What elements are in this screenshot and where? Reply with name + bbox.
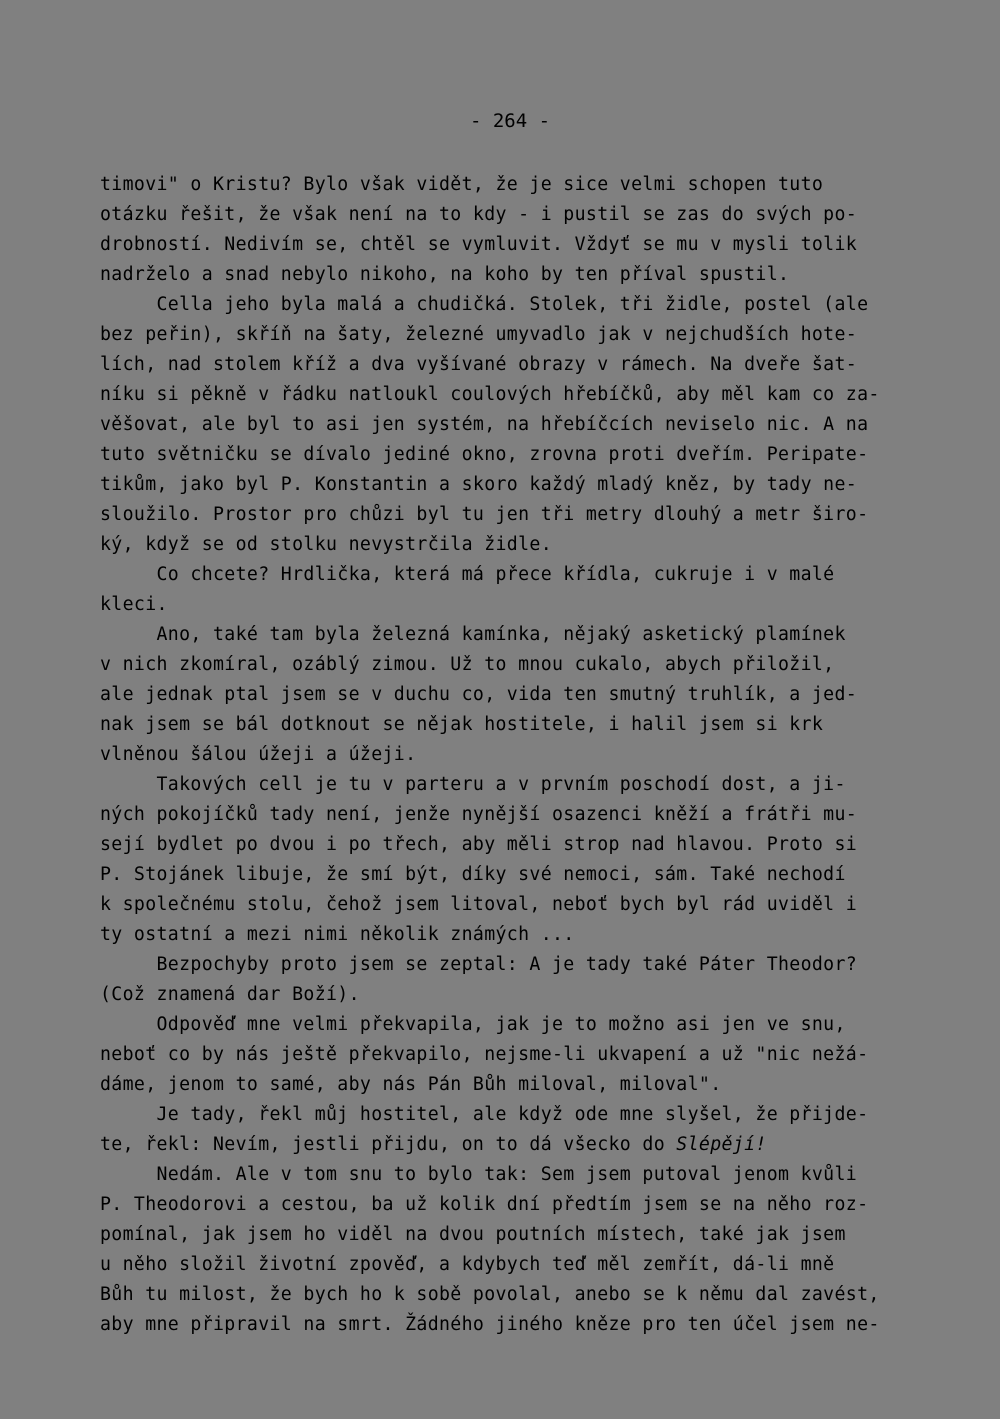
text-line: tikům, jako byl P. Konstantin a skoro každý mladý kněz, by tady ne-	[100, 474, 858, 495]
text-line: neboť co by nás ještě překvapilo, nejsme-li ukvapení a už "nic nežá-	[100, 1044, 869, 1065]
body-text	[100, 170, 930, 1340]
text-line: sloužilo. Prostor pro chůzi byl tu jen tři metry dlouhý a metr širo-	[100, 504, 869, 525]
text-line: timovi" o Kristu? Bylo však vidět, že je sice velmi schopen tuto	[100, 174, 824, 195]
text-line: Bůh tu milost, že bych ho k sobě povolal, anebo se k němu dal zavést,	[100, 1284, 880, 1305]
text-line: u něho složil životní zpověď, a kdybych teď měl zemřít, dá-li mně	[100, 1254, 835, 1275]
text-line: věšovat, ale byl to asi jen systém, na hřebíčcích neviselo nic. A na	[100, 414, 869, 435]
page-number: - 264 -	[469, 110, 551, 132]
text-line: v nich zkomíral, ozáblý zimou. Už to mnou cukalo, abych přiložil,	[100, 654, 835, 675]
text-line: ty ostatní a mezi nimi několik známých ...	[100, 924, 575, 945]
text-line: sejí bydlet po dvou i po třech, aby měli strop nad hlavou. Proto si	[100, 834, 858, 855]
text-line: Takových cell je tu v parteru a v prvním poschodí dost, a ji-	[100, 774, 846, 795]
text-line: dáme, jenom to samé, aby nás Pán Bůh miloval, miloval".	[100, 1074, 722, 1095]
italic-word: Slépějí!	[676, 1134, 767, 1155]
text-line: P. Stojánek libuje, že smí být, díky své nemoci, sám. Také nechodí	[100, 864, 846, 885]
text-line: Odpověď mne velmi překvapila, jak je to možno asi jen ve snu,	[100, 1014, 846, 1035]
text-line: (Což znamená dar Boží).	[100, 984, 360, 1005]
text-line: k společnému stolu, čehož jsem litoval, neboť bych byl rád uviděl i	[100, 894, 858, 915]
text-line: bez peřin), skříň na šaty, železné umyvadlo jak v nejchudších hote-	[100, 324, 858, 345]
text-line: lích, nad stolem kříž a dva vyšívané obrazy v rámech. Na dveře šat-	[100, 354, 858, 375]
text-line: nadrželo a snad nebylo nikoho, na koho by ten příval spustil.	[100, 264, 790, 285]
text-line: aby mne připravil na smrt. Žádného jiného kněze pro ten účel jsem ne-	[100, 1314, 880, 1335]
text-line: nak jsem se bál dotknout se nějak hostitele, i halil jsem si krk	[100, 714, 824, 735]
text-line: Ano, také tam byla železná kamínka, nějaký asketický plamínek	[100, 624, 846, 645]
text-line: P. Theodorovi a cestou, ba už kolik dní předtím jsem se na něho roz-	[100, 1194, 869, 1215]
text-line: níku si pěkně v řádku natloukl coulových hřebíčků, aby měl kam co za-	[100, 384, 880, 405]
text-line: pomínal, jak jsem ho viděl na dvou poutních místech, také jak jsem	[100, 1224, 846, 1245]
text-line: Co chcete? Hrdlička, která má přece křídla, cukruje i v malé	[100, 564, 835, 585]
text-segment: te, řekl: Nevím, jestli přijdu, on to dá všecko do	[100, 1134, 677, 1155]
text-line: ných pokojíčků tady není, jenže nynější osazenci kněží a frátři mu-	[100, 804, 858, 825]
text-line: vlněnou šálou úžeji a úžeji.	[100, 744, 417, 765]
text-line: Bezpochyby proto jsem se zeptal: A je tady také Páter Theodor?	[100, 954, 858, 975]
text-line: Cella jeho byla malá a chudičká. Stolek, tři židle, postel (ale	[100, 294, 869, 315]
text-line: drobností. Nedivím se, chtěl se vymluvit. Vždyť se mu v mysli tolik	[100, 234, 858, 255]
text-line: otázku řešit, že však není na to kdy - i pustil se zas do svých po-	[100, 204, 858, 225]
text-line: Je tady, řekl můj hostitel, ale když ode mne slyšel, že přijde-	[100, 1104, 869, 1125]
text-line: Nedám. Ale v tom snu to bylo tak: Sem jsem putoval jenom kvůli	[100, 1164, 858, 1185]
text-line-with-italic	[100, 1130, 930, 1160]
text-line: kleci.	[100, 594, 168, 615]
text-line: tuto světničku se dívalo jediné okno, zrovna proti dveřím. Peripate-	[100, 444, 869, 465]
text-line: ký, když se od stolku nevystrčila židle.	[100, 534, 552, 555]
text-line: ale jednak ptal jsem se v duchu co, vida ten smutný truhlík, a jed-	[100, 684, 858, 705]
